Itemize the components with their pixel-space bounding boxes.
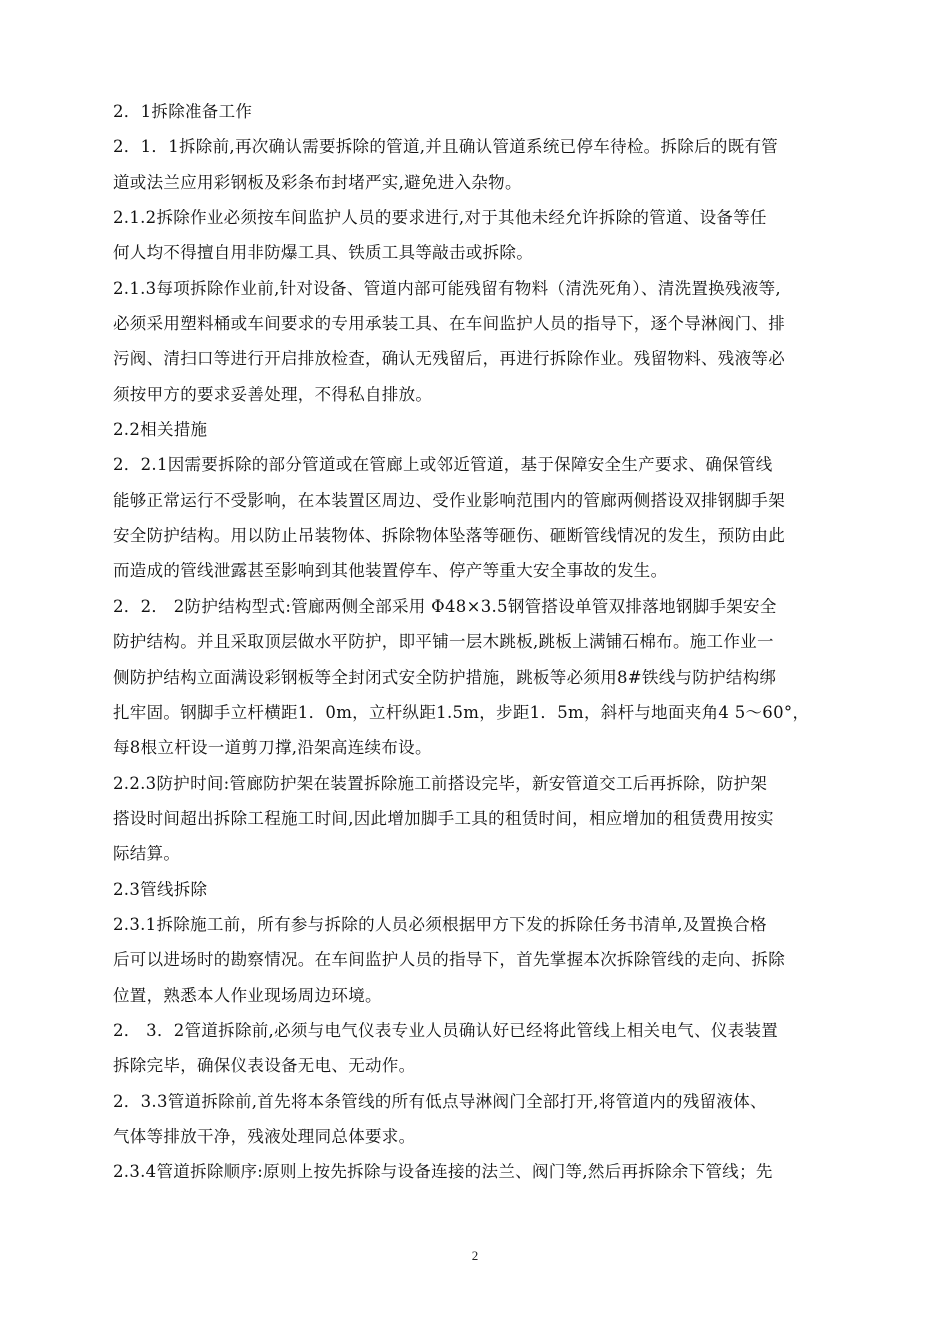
text-line: 际结算。 [113,844,181,864]
text-line: 道或法兰应用彩钢板及彩条布封堵严实,避免进入杂物。 [113,172,522,192]
text-line: 而造成的管线泄露甚至影响到其他装置停车、停产等重大安全事故的发生。 [113,561,668,581]
text-line: 防护结构。并且采取顶层做水平防护，即平铺一层木跳板,跳板上满铺石棉布。施工作业一 [113,632,774,652]
document-body [113,94,883,1190]
text-line: 拆除完毕，确保仪表设备无电、无动作。 [113,1056,416,1076]
text-line: 污阀、清扫口等进行开启排放检查，确认无残留后，再进行拆除作业。残留物料、残液等必 [113,349,785,369]
section-heading-2-1: 2．1拆除准备工作 [113,102,253,121]
text-line: 2.3.4管道拆除顺序:原则上按先拆除与设备连接的法兰、阀门等,然后再拆除余下管线；先 [113,1162,773,1182]
text-line: 搭设时间超出拆除工程施工时间,因此增加脚手工具的租赁时间，相应增加的租赁费用按实 [113,808,774,828]
text-line: 扎牢固。钢脚手立杆横距1．0m，立杆纵距1.5m，步距1．5m，斜杆与地面夹角4 5～60°， [113,702,810,722]
text-line: 2．2． 2防护结构型式:管廊两侧全部采用 Φ48×3.5钢管搭设单管双排落地钢脚手架安全 [113,596,777,616]
text-line: 2.3.1拆除施工前，所有参与拆除的人员必须根据甲方下发的拆除任务书清单,及置换合格 [113,914,767,934]
text-line: 须按甲方的要求妥善处理，不得私自排放。 [113,384,433,404]
section-heading-2-3: 2.3管线拆除 [113,879,208,899]
section-heading-2-2: 2.2相关措施 [113,420,208,440]
text-line: 安全防护结构。用以防止吊装物体、拆除物体坠落等砸伤、砸断管线情况的发生，预防由此 [113,526,785,546]
text-line: 2．3.3管道拆除前,首先将本条管线的所有低点导淋阀门全部打开,将管道内的残留液体、 [113,1091,767,1111]
text-line: 2.1.2拆除作业必须按车间监护人员的要求进行,对于其他未经允许拆除的管道、设备等任 [113,208,767,228]
text-line: 后可以进场时的勘察情况。在车间监护人员的指导下，首先掌握本次拆除管线的走向、拆除 [113,950,785,970]
text-line: 每8根立杆设一道剪刀撑,沿架高连续布设。 [113,738,432,758]
text-line: 何人均不得擅自用非防爆工具、铁质工具等敲击或拆除。 [113,243,533,263]
text-line: 2.1.3每项拆除作业前,针对设备、管道内部可能残留有物料（清洗死角）、清洗置换残液等, [113,278,781,298]
text-line: 2． 3．2管道拆除前,必须与电气仪表专业人员确认好已经将此管线上相关电气、仪表装置 [113,1020,779,1040]
text-line: 2．2.1因需要拆除的部分管道或在管廊上或邻近管道，基于保障安全生产要求、确保管线 [113,455,773,475]
text-line: 能够正常运行不受影响，在本装置区周边、受作业影响范围内的管廊两侧搭设双排钢脚手架 [113,490,785,510]
text-line: 必须采用塑料桶或车间要求的专用承装工具、在车间监护人员的指导下，逐个导淋阀门、排 [113,314,785,334]
text-line: 2．1．1拆除前,再次确认需要拆除的管道,并且确认管道系统已停车待检。拆除后的既有管 [113,137,779,157]
text-line: 气体等排放干净，残液处理同总体要求。 [113,1126,416,1146]
text-line: 位置，熟悉本人作业现场周边环境。 [113,985,382,1005]
text-line: 2.2.3防护时间:管廊防护架在装置拆除施工前搭设完毕，新安管道交工后再拆除，防护架 [113,773,768,793]
page-number: 2 [471,1248,479,1263]
text-line: 侧防护结构立面满设彩钢板等全封闭式安全防护措施，跳板等必须用8#铁线与防护结构绑 [113,667,777,687]
